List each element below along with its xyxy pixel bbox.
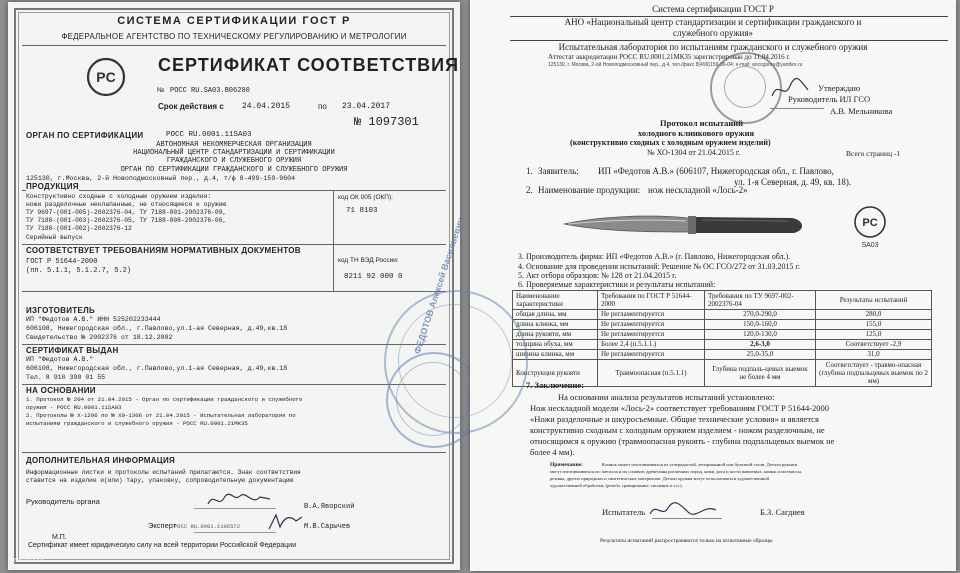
conclusion-line: На основании анализа результатов испытаний установлено: — [558, 392, 775, 402]
divider — [22, 291, 446, 292]
basis-line: 2. Протоколы № Х-1296 по № Х0-1306 от 21.04.2015 - Испытательная лаборатория по — [26, 412, 296, 419]
table-cell: длина клинка, мм — [513, 320, 598, 330]
note-label: Примечание: — [550, 462, 584, 468]
product-line: ТУ 7188-(001-003)-2002376-05, ТУ 7188-008-2002376-06, — [26, 217, 227, 224]
divider — [22, 344, 446, 345]
basis-line: испытаниям гражданского и служебного оружия - РОСС RU.0001.21МК35 — [26, 420, 248, 427]
table-cell: Не регламентируется — [598, 350, 705, 360]
approve-label: Утверждаю — [818, 83, 861, 93]
product-label: ПРОДУКЦИЯ — [26, 182, 79, 191]
body-line: ГРАЖДАНСКОГО И СЛУЖЕБНОГО ОРУЖИЯ — [166, 157, 302, 165]
note-line: могут изготавливаться из: металла и их сплавов; древесины различных пород, кожи, рога и кости животных, камня, пластмассы, — [550, 469, 802, 474]
table-cell: 155,0 — [816, 320, 932, 330]
table-cell: 2,6-3,0 — [705, 340, 816, 350]
watermark: zeka-bobr — [13, 555, 45, 564]
table-cell: Не регламентируется — [598, 320, 705, 330]
results-table — [512, 290, 932, 387]
stamp-label: М.П. — [52, 534, 67, 541]
product-line: ТУ 7188-(001-002)-2002376-12 — [26, 225, 132, 232]
conclusion-line: Нож нескладной модели «Лось-2» соответствует требованиям ГОСТ Р 51644-2000 — [530, 403, 830, 413]
divider — [22, 244, 446, 245]
table-cell: ширина клинка, мм — [513, 350, 598, 360]
body-address: 125130, г.Москва, 2-й Новоподмосковный пер., д.4, т/ф 8-499-159-9604 — [26, 175, 296, 182]
conclusion-line: конструктивно сходным с холодным оружием изделием - ножом разделочным, не — [530, 425, 825, 435]
note-line: Клинок может изготавливаться из углеродистой, легированной или булатной стали. Детали рукояти — [602, 462, 798, 467]
table-header-cell: Результаты испытаний — [816, 291, 932, 310]
basis-line: оружия - РОСС RU.0001.11SA03 — [26, 404, 122, 411]
basis-label: НА ОСНОВАНИИ — [26, 386, 96, 395]
extra-info-line: Информационные листки и протоколы испытаний прилагаются. Знак соответствия — [26, 469, 301, 476]
protocol-address: 125130, г. Москва, 2-ой Новоподмосковный пер., д.4, тел./факс 8(499)159-96-04; е-mail: ancogsoru@yandex.ru — [548, 62, 803, 68]
validity-to-label: по — [318, 102, 327, 111]
protocol-subtitle-2: (конструктивно сходных с холодным оружием изделий) — [570, 138, 771, 147]
tester-signature-icon — [646, 498, 720, 520]
table-cell: 25,0-35,0 — [705, 350, 816, 360]
certificate-agency: ФЕДЕРАЛЬНОЕ АГЕНТСТВО ПО ТЕХНИЧЕСКОМУ РЕГУЛИРОВАНИЮ И МЕТРОЛОГИИ — [61, 32, 407, 41]
product-line: ножи разделочные неклапанные, не относящиеся к оружию — [26, 201, 227, 208]
product-line: ТУ 9697-(001-005)-2002376-04, ТУ 7188-001-2002376-09, — [26, 209, 227, 216]
issued-line: 606108, Нижегородская обл., г.Павлово,ул.1-ая Северная, д.49,кв.18 — [26, 365, 288, 372]
item-number: 2. — [526, 185, 533, 195]
body-code: РОСС RU.0001.11SA03 — [166, 131, 252, 139]
head-signature-icon — [204, 490, 274, 510]
protocol-title: Протокол испытаний — [660, 118, 744, 128]
body-line: АВТОНОМНАЯ НЕКОММЕРЧЕСКАЯ ОРГАНИЗАЦИЯ — [156, 141, 312, 149]
conformity-mark-code: SA03 — [861, 242, 879, 249]
extra-info-line: ставится на изделие и(или) тару, упаковку, сопроводительную документацию — [26, 477, 294, 484]
table-cell: 31,0 — [816, 350, 932, 360]
product-line: Конструктивно сходные с холодным оружием изделия: — [26, 193, 212, 200]
knife-photo — [562, 208, 810, 244]
form-code: РОСС RU.0001.1106572 — [174, 523, 241, 530]
table-cell: 125,0 — [816, 330, 932, 340]
table-cell: Травмоопасная (п.5.1.1) — [598, 360, 705, 387]
table-cell: Глубина подпаль-цевых выемок не более 4 мм — [705, 360, 816, 387]
issued-line: Тел. 8 910 390 01 55 — [26, 374, 106, 381]
validity-date-to: 23.04.2017 — [342, 102, 391, 111]
head-name: В.А.Яворский — [304, 503, 355, 511]
protocol-org: АНО «Национальный центр стандартизации и сертификации гражданского и — [564, 17, 862, 27]
requirements-line: ГОСТ Р 51644-2000 — [26, 258, 98, 266]
signature-line — [770, 108, 824, 109]
table-cell: Соответствует - травмо-опасная (глубина подпальцевых выемок по 2 мм) — [816, 360, 932, 387]
expert-name: М.В.Сарычев — [304, 523, 351, 531]
note-line: резины, других природных и синтетических материалов. Детали оружия могут использоваться художественной — [550, 476, 769, 481]
certificate-sheet — [8, 2, 460, 570]
certificate-number: № 1097301 — [354, 115, 419, 129]
protocol-footer: Результаты испытаний распространяются только на испытанные образцы — [600, 538, 773, 544]
table-cell: Соответствует -2,9 — [816, 340, 932, 350]
table-cell: 270,0-290,0 — [705, 310, 816, 320]
requirements-line: (пп. 5.1.1, 5.1.2.7, 5.2) — [26, 267, 132, 275]
protocol-org-2: служебного оружия» — [672, 28, 753, 38]
conclusion-label: 7. Заключение: — [526, 380, 585, 390]
maker-line: Свидетельство № 2002376 от 18.12.2002 — [26, 334, 173, 341]
body-label: ОРГАН ПО СЕРТИФИКАЦИИ — [26, 131, 144, 140]
table-cell: Не регламентируется — [598, 310, 705, 320]
expert-signature-icon — [266, 511, 304, 533]
protocol-system: Система сертификации ГОСТ Р — [652, 4, 774, 14]
approve-role: Руководитель ИЛ ГСО — [788, 94, 871, 104]
item-text: ул. 1-я Северная, д. 49, кв. 18). — [734, 177, 852, 187]
table-row — [513, 310, 932, 320]
head-label: Руководитель органа — [26, 497, 100, 506]
table-header-cell: Требования по ГОСТ Р 51644-2000 — [598, 291, 705, 310]
tnved-label: код ТН ВЭД России: — [338, 257, 399, 264]
table-header-cell: Требования по ТУ 9697-002-2002376-04 — [705, 291, 816, 310]
maker-line: ИП "Федотов А.В." ИНН 525202233444 — [26, 316, 161, 323]
conformity-mark-letters: PC — [862, 217, 878, 229]
table-cell: Не регламентируется — [598, 330, 705, 340]
certificate-footer: Сертификат имеет юридическую силу на всей территории Российской Федерации — [28, 542, 296, 549]
conclusion-line: более 4 мм). — [530, 447, 575, 457]
basis-line: 1. Протокол № 204 от 21.04.2015 - Орган по сертификации гражданского и служебного — [26, 396, 303, 403]
item-line: 4. Основание для проведения испытаний: Решение № ОС ГСО/272 от 31.03.2015 г. — [518, 262, 800, 271]
signature-line — [652, 518, 722, 519]
gost-r-mark-icon — [86, 57, 126, 97]
reg-number: РОСС RU.SA03.B06200 — [170, 87, 250, 95]
table-cell: 150,0-160,0 — [705, 320, 816, 330]
table-header-row — [513, 291, 932, 310]
certificate-title: СЕРТИФИКАТ СООТВЕТСТВИЯ — [158, 55, 460, 75]
body-line: ОРГАН ПО СЕРТИФИКАЦИИ ГРАЖДАНСКОГО И СЛУЖЕБНОГО ОРУЖИЯ — [120, 166, 348, 174]
maker-label: ИЗГОТОВИТЕЛЬ — [26, 306, 96, 315]
protocol-accreditation: Аттестат аккредитации РОСС RU.0001.21МК35 зарегистрирован до 11.04.2016 г. — [548, 53, 791, 61]
tester-label: Испытатель — [602, 507, 646, 517]
table-row — [513, 330, 932, 340]
requirements-label: СООТВЕТСТВУЕТ ТРЕБОВАНИЯМ НОРМАТИВНЫХ ДОКУМЕНТОВ — [26, 246, 301, 255]
reg-number-label: № — [157, 87, 165, 94]
protocol-number: № ХО-1304 от 21.04.2015 г. — [647, 148, 741, 157]
divider — [22, 452, 446, 453]
protocol-sheet — [412, 0, 956, 571]
divider — [510, 40, 948, 41]
issued-line: ИП "Федотов А.В." — [26, 356, 94, 363]
table-row — [513, 320, 932, 330]
conclusion-line: относящимся к оружию (травмоопасная рукоять - глубина подпальцевых выемок не — [530, 436, 835, 446]
item-text: нож нескладной «Лось-2» — [648, 185, 748, 195]
extra-info-label: ДОПОЛНИТЕЛЬНАЯ ИНФОРМАЦИЯ — [26, 456, 176, 465]
item-line: 6. Проверяемые характеристики и результаты испытаний: — [518, 280, 716, 289]
table-row — [513, 340, 932, 350]
approval-seal-inner — [724, 66, 766, 108]
conclusion-line: «Ножи разделочные и шкуросъемные. Общие технические условия» и является — [530, 414, 819, 424]
okp-label: код ОК 005 (ОКП): — [338, 194, 393, 201]
item-text: ИП «Федотов А.В.» (606107, Нижегородская обл., г. Павлово, — [598, 166, 834, 176]
gost-r-mark-letters: PC — [96, 69, 116, 85]
issued-label: СЕРТИФИКАТ ВЫДАН — [26, 346, 119, 355]
item-label: Наименование продукции: — [538, 185, 641, 195]
protocol-pages: Всего страниц -1 — [846, 149, 901, 158]
table-header-cell: Наименование характеристики — [513, 291, 598, 310]
tester-name: Б.З. Сагдиев — [760, 507, 805, 517]
table-cell: общая длина, мм — [513, 310, 598, 320]
entrepreneur-seal-text: ФЕДОТОВ Алексей Васильевич — [412, 216, 466, 356]
item-line: 5. Акт отбора образцов: № 128 от 21.04.2015 г. — [518, 271, 677, 280]
table-cell: 120,0-130,0 — [705, 330, 816, 340]
divider — [22, 45, 446, 46]
entrepreneur-seal-inner — [398, 304, 512, 418]
divider — [22, 384, 446, 385]
table-cell: толщина обуха, мм — [513, 340, 598, 350]
validity-label: Срок действия с — [158, 102, 224, 111]
expert-label: Эксперт — [148, 521, 177, 530]
table-cell: длина рукояти, мм — [513, 330, 598, 340]
table-cell: 280,0 — [816, 310, 932, 320]
validity-date-from: 24.04.2015 — [242, 102, 291, 111]
approve-name: А.В. Мельникова — [830, 106, 893, 116]
divider — [22, 190, 446, 191]
signature-line — [194, 532, 276, 533]
table-cell: Более 2,4 (п.5.1.1.) — [598, 340, 705, 350]
table-row — [513, 350, 932, 360]
protocol-lab: Испытательная лаборатория по испытаниям гражданского и служебного оружия — [558, 42, 868, 52]
body-line: НАЦИОНАЛЬНЫЙ ЦЕНТР СТАНДАРТИЗАЦИИ И СЕРТИФИКАЦИИ — [133, 149, 335, 157]
item-line: 3. Производитель фирма: ИП «Федотов А.В.» (г. Павлово, Нижегородская обл.). — [518, 252, 791, 261]
note-line: художественной обработки, (резьба, гравирование, тиснение и т.п.). — [550, 483, 683, 488]
certificate-system: СИСТЕМА СЕРТИФИКАЦИИ ГОСТ Р — [117, 15, 351, 27]
tnved-value: 8211 92 000 0 — [344, 273, 403, 281]
maker-line: 606108, Нижегородская обл., г.Павлово,ул.1-ая Северная, д.49,кв.18 — [26, 325, 288, 332]
divider — [333, 190, 334, 291]
conformity-mark-icon — [850, 204, 890, 250]
protocol-subtitle: холодного клинкового оружия — [638, 128, 755, 138]
item-number: 1. — [526, 166, 533, 176]
product-line: Серийный выпуск — [26, 234, 83, 241]
okp-value: 71 8103 — [346, 207, 378, 215]
table-cell: Конструкция рукояти — [513, 360, 598, 387]
item-label: Заявитель: — [538, 166, 579, 176]
